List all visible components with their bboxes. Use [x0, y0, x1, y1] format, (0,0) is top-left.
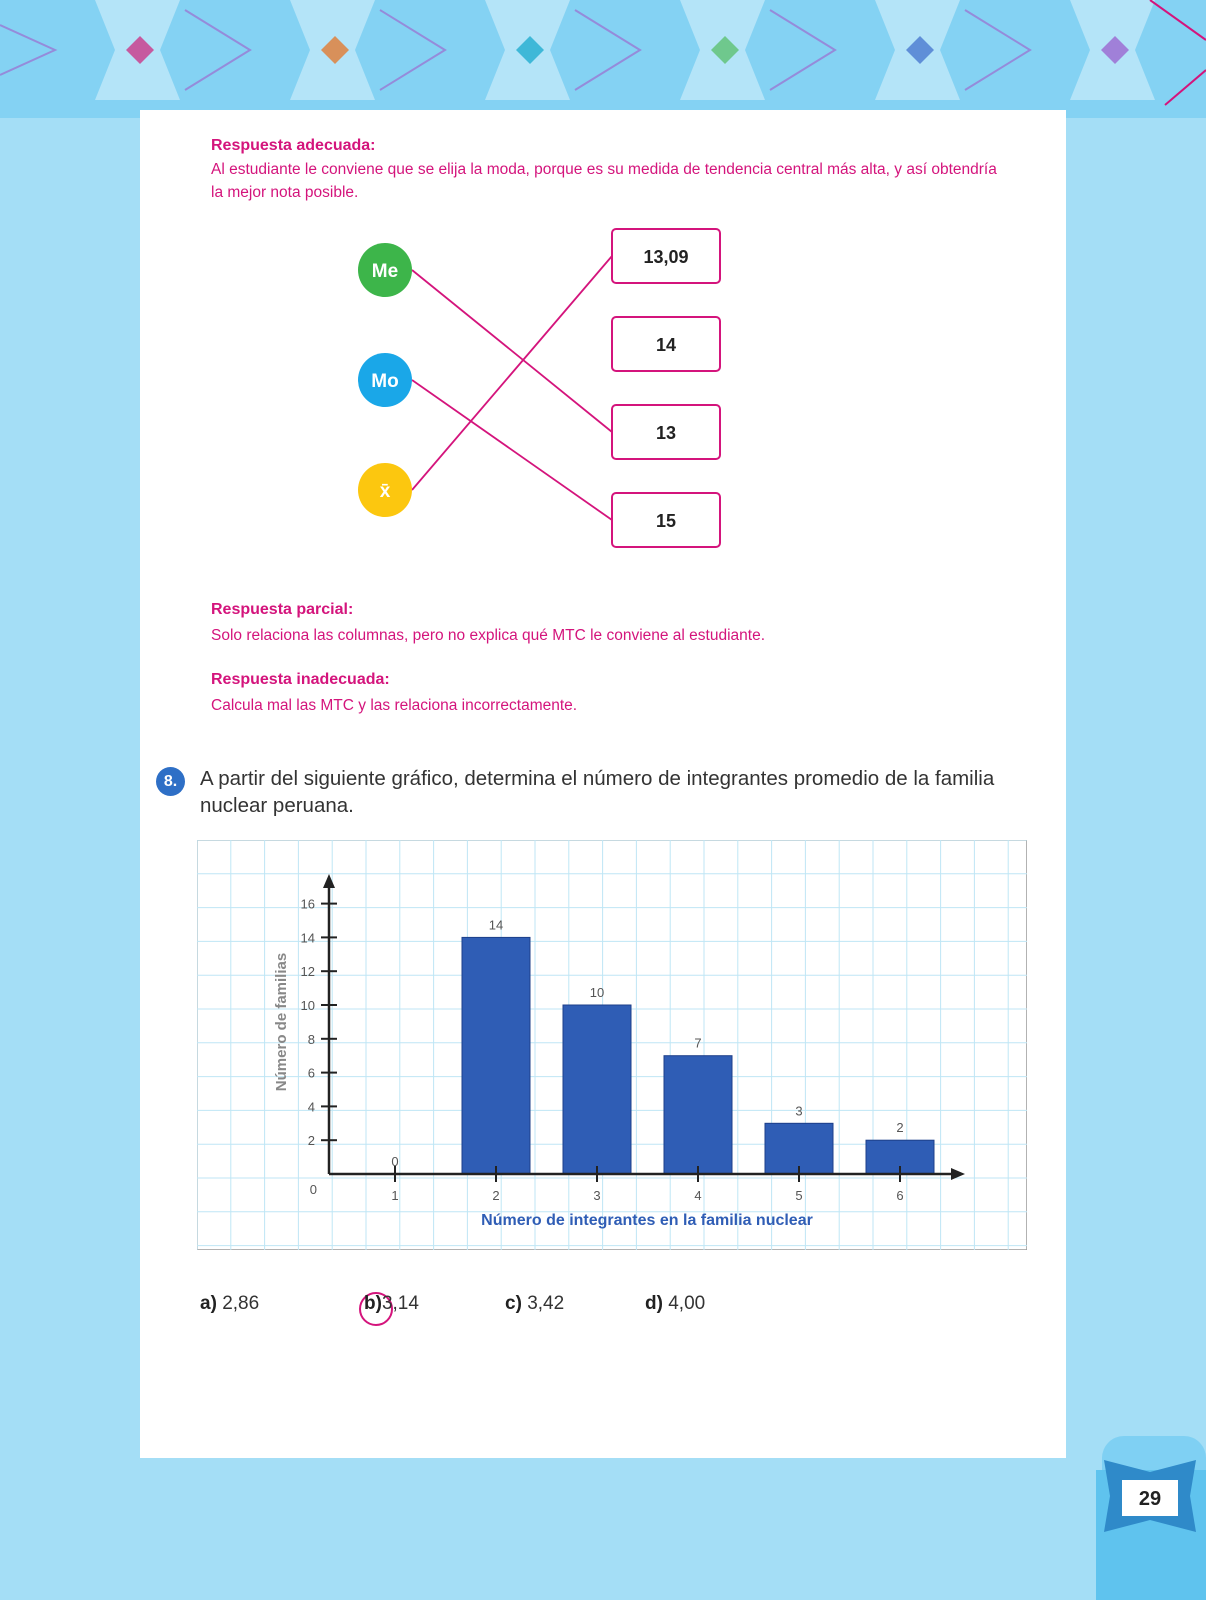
y-axis-title: Número de familias	[273, 952, 290, 1092]
option-a-letter: a)	[200, 1293, 217, 1314]
inadequate-answer-text: Calcula mal las MTC y las relaciona incorrectamente.	[211, 697, 578, 714]
bar-2	[462, 937, 530, 1174]
option-b[interactable]	[364, 1293, 419, 1315]
value-box-1	[612, 229, 720, 283]
y-tick-label-2: 2	[307, 1133, 315, 1149]
question-number-badge: 8.	[156, 767, 185, 796]
data-label-6: 2	[896, 1120, 904, 1136]
measure-node-2	[358, 353, 412, 407]
worksheet-page	[140, 110, 1066, 1458]
page-number-tab	[1096, 1436, 1206, 1600]
y-tick-label-16: 16	[300, 896, 315, 912]
x-tick-label-2: 2	[492, 1188, 500, 1203]
data-label-2: 14	[488, 917, 504, 933]
value-box-label: 15	[655, 511, 677, 531]
option-d-letter: d)	[645, 1293, 663, 1314]
x-axis-title: Número de integrantes en la familia nuclear	[481, 1212, 813, 1229]
question-text: A partir del siguiente gráfico, determina el número de integrantes promedio de la familia nuclear peruana.	[200, 767, 995, 817]
partial-answer-text: Solo relaciona las columnas, pero no explica qué MTC le conviene al estudiante.	[211, 627, 766, 644]
bar-3	[563, 1005, 631, 1174]
option-b-value: 3,14	[381, 1293, 419, 1314]
value-boxes	[612, 229, 720, 547]
measure-node-3	[358, 463, 412, 517]
data-label-4: 7	[694, 1035, 702, 1051]
x-tick-label-5: 5	[795, 1188, 803, 1203]
option-d-value: 4,00	[668, 1293, 706, 1314]
measure-circles	[358, 243, 412, 517]
adequate-answer-line-2: la mejor nota posible.	[211, 184, 359, 201]
bar-chart	[197, 840, 1027, 1250]
match-line-1	[412, 270, 612, 432]
y-tick-label-10: 10	[300, 998, 315, 1013]
option-b-letter: b)	[364, 1293, 382, 1314]
option-a-value: 2,86	[222, 1293, 260, 1314]
y-tick-label-6: 6	[307, 1065, 315, 1081]
y-origin-label: 0	[309, 1182, 317, 1197]
matching-lines	[412, 256, 612, 520]
value-box-label: 14	[655, 335, 677, 355]
y-tick-label-4: 4	[307, 1099, 315, 1115]
option-c-letter: c)	[505, 1293, 522, 1314]
x-tick-label-3: 3	[593, 1188, 601, 1203]
x-tick-label-4: 4	[694, 1188, 702, 1203]
measure-node-1	[358, 243, 412, 297]
measure-label: Mo	[371, 371, 399, 392]
adequate-answer-line-1: Al estudiante le conviene que se elija la moda, porque es su medida de tendencia central más alta, y así obtendría	[211, 161, 997, 178]
value-box-label: 13	[655, 423, 677, 443]
option-c-value: 3,42	[527, 1293, 565, 1314]
partial-answer-title: Respuesta parcial:	[211, 601, 354, 618]
value-box-4	[612, 493, 720, 547]
bar-4	[664, 1056, 732, 1174]
data-label-3: 10	[589, 985, 605, 1000]
value-box-label: 13,09	[643, 247, 689, 267]
x-tick-label-1: 1	[391, 1188, 399, 1203]
data-label-5: 3	[795, 1103, 803, 1119]
page-number: 29	[1138, 1488, 1162, 1510]
match-line-3	[412, 256, 612, 490]
y-tick-label-14: 14	[300, 930, 315, 946]
match-line-2	[412, 380, 612, 520]
value-box-2	[612, 317, 720, 371]
option-c[interactable]	[505, 1293, 564, 1315]
option-d[interactable]	[645, 1293, 705, 1315]
y-tick-label-12: 12	[300, 964, 315, 980]
y-tick-label-8: 8	[307, 1031, 315, 1047]
value-box-3	[612, 405, 720, 459]
decorative-banner	[0, 0, 1206, 118]
adequate-answer-title: Respuesta adecuada:	[211, 137, 376, 154]
option-a[interactable]	[200, 1293, 259, 1315]
measure-label: Me	[371, 261, 399, 282]
data-label-1: 0	[391, 1154, 399, 1169]
matching-diagram	[340, 228, 800, 558]
x-tick-label-6: 6	[896, 1188, 904, 1203]
inadequate-answer-title: Respuesta inadecuada:	[211, 671, 390, 688]
measure-label: x̄	[379, 481, 391, 502]
